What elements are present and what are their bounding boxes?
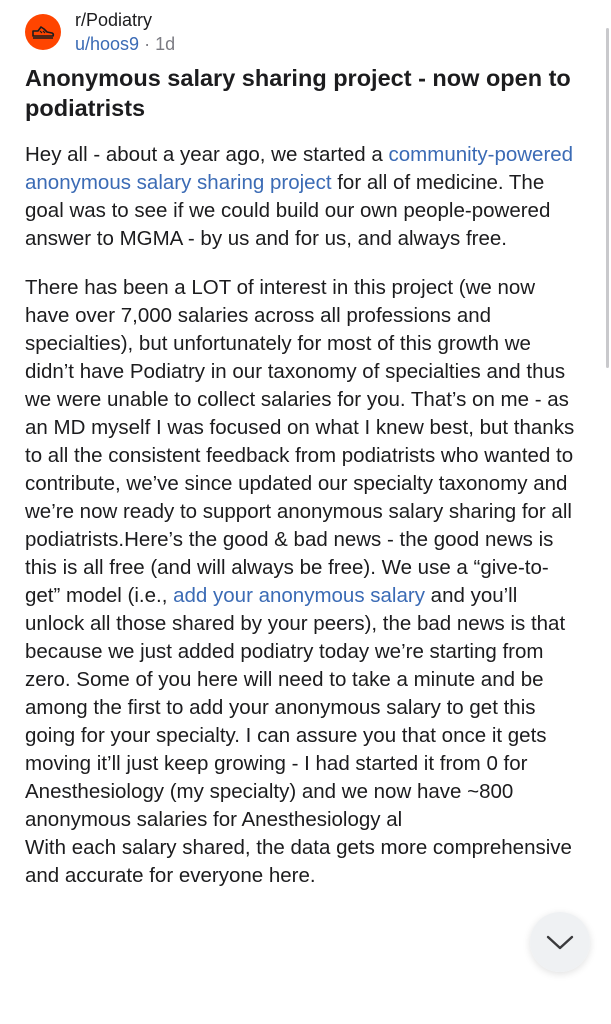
add-salary-link[interactable]: add your anonymous salary xyxy=(173,584,425,607)
author-link[interactable]: u/hoos9 xyxy=(75,34,140,54)
chevron-down-icon xyxy=(545,933,575,951)
post-meta xyxy=(75,10,175,55)
paragraph-2-text-a: There has been a LOT of interest in this project (we now have over 7,000 salaries across all professions and specialties), but unfortunately for most of this growth we didn’t have Podiatry in our taxonomy of specialties and thus we were unable to collect salaries for you. That’s on me - as an MD myself I was focused on what I knew best, but thanks to all the consistent feedback from podiatrists who wanted to contribute, we’ve since updated our specialty taxonomy and we’re now ready to support anonymous salary sharing for all podiatrists.Here’s the good & bad news - the good news is this is all free (and will always be free). We use a “give-to-get” model (i.e., xyxy=(25,276,575,607)
paragraph-2-text-b: and you’ll unlock all those shared by your peers), the bad news is that because we just added podiatry today we’re starting from zero. Some of you here will need to take a minute and be among the first to add your anonymous salary to get this going for your specialty. I can assure you that once it gets moving it’ll just keep growing - I had started it from 0 for Anesthesiology (my specialty) and we now have ~800 anonymous salaries for Anesthesiology al xyxy=(25,584,566,831)
subreddit-avatar[interactable] xyxy=(25,14,61,50)
post-title: Anonymous salary sharing project - now open to podiatrists xyxy=(25,65,571,121)
author-line xyxy=(75,33,175,55)
paragraph-1-text-a: Hey all - about a year ago, we started a xyxy=(25,143,389,166)
paragraph-1-text-b: for all of medicine. The goal was to see if we could build our own people-powered answer to MGMA - by us and for us, and always free. xyxy=(25,171,551,250)
salary-project-link[interactable]: community-powered anonymous salary sharing project xyxy=(25,143,574,194)
paragraph-2-text-c: With each salary shared, the data gets more comprehensive and accurate for everyone here. xyxy=(25,836,572,887)
post-body xyxy=(25,141,581,890)
scrollbar[interactable] xyxy=(606,28,609,368)
post-header xyxy=(25,10,585,54)
sneaker-icon xyxy=(31,24,55,40)
paragraph-1 xyxy=(25,141,581,253)
post-age: 1d xyxy=(155,34,176,54)
scroll-down-button[interactable] xyxy=(530,912,590,972)
paragraph-2 xyxy=(25,274,581,890)
separator-dot: · xyxy=(144,34,151,54)
subreddit-name[interactable]: r/Podiatry xyxy=(75,10,153,30)
